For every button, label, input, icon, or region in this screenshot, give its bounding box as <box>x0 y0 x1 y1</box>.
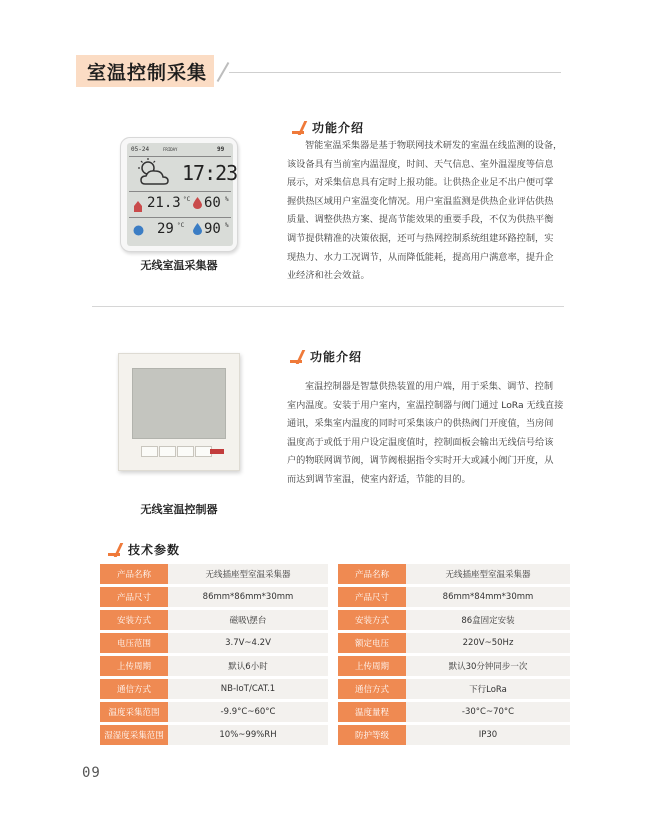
indoor-home-icon <box>133 199 143 213</box>
lcd-indoor-temperature: 21.3 <box>147 195 181 211</box>
table-row <box>338 610 570 631</box>
table-row <box>338 702 570 723</box>
lcd-outdoor-hum-unit: % <box>225 222 229 229</box>
outdoor-icon <box>133 225 144 236</box>
room-temperature-collector-image <box>120 137 238 252</box>
lcd-indoor-hum-unit: % <box>225 196 229 203</box>
spec-value: 磁吸\摆台 <box>168 610 328 631</box>
table-row <box>338 656 570 677</box>
spec-table-left <box>100 562 328 748</box>
table-row <box>338 587 570 608</box>
controller-caption: 无线室温控制器 <box>140 503 218 516</box>
section2-description <box>287 378 569 490</box>
sun-cloud-icon <box>135 158 175 188</box>
lcd-date: 05-24 <box>131 146 150 153</box>
page-number: 09 <box>82 765 101 781</box>
text-line: 调节提供精准的决策依据，还可与热网控制系统组建环路控制，实 <box>287 232 554 244</box>
title-slash-decoration <box>217 62 230 82</box>
heading-mark-icon <box>290 121 308 135</box>
text-line: 温度高于或低于用户设定温度值时，控制面板会输出无线信号给该 <box>287 436 554 448</box>
text-line: 户的物联网调节阀，调节阀根据指令实时开大或减小阀门开度，从 <box>287 455 554 467</box>
spec-key: 产品尺寸 <box>100 587 168 608</box>
spec-value: -9.9°C~60°C <box>168 702 328 723</box>
text-line: 通讯，采集室内温度的同时可采集该户的供热阀门开度值，当房间 <box>287 418 554 430</box>
text-line: 现热力、水力工况调节，从而降低能耗，提高用户满意率，提升企 <box>287 251 554 263</box>
spec-key: 上传周期 <box>100 656 168 677</box>
table-row <box>100 587 328 608</box>
table-row <box>100 679 328 700</box>
section3-heading-label: 技术参数 <box>128 543 181 557</box>
table-row <box>338 725 570 746</box>
spec-value: 下行LoRa <box>406 679 570 700</box>
text-line: 业经济和社会效益。 <box>287 270 370 282</box>
text-line: 质量、调整供热方案、提高节能效果的重要手段，不仅为供热平衡 <box>287 214 554 226</box>
spec-key: 防护等级 <box>338 725 406 746</box>
collector-lcd-screen <box>127 143 238 246</box>
spec-key: 安装方式 <box>338 610 406 631</box>
table-row <box>100 702 328 723</box>
spec-value: 86盒固定安装 <box>406 610 570 631</box>
heading-mark-icon <box>106 543 124 557</box>
spec-value: 无线插座型室温采集器 <box>406 564 570 585</box>
section2-heading-label: 功能介绍 <box>310 350 363 364</box>
spec-key: 通信方式 <box>100 679 168 700</box>
outdoor-humidity-icon <box>193 223 202 235</box>
humidity-drop-icon <box>193 197 202 209</box>
spec-value: 默认6小时 <box>168 656 328 677</box>
section1-heading <box>290 119 364 136</box>
lcd-outdoor-humidity: 90 <box>204 221 221 237</box>
text-line: 而达到调节室温，使室内舒适，节能的目的。 <box>287 473 471 485</box>
spec-key: 电压范围 <box>100 633 168 654</box>
lcd-outdoor-temperature: 29 <box>157 221 174 237</box>
text-line: 室内温度。安装于用户室内，室温控制器与阀门通过 LoRa 无线直接 <box>287 399 564 411</box>
spec-value: 无线插座型室温采集器 <box>168 564 328 585</box>
spec-key: 通信方式 <box>338 679 406 700</box>
lcd-indoor-temp-unit: °C <box>183 196 191 203</box>
lcd-divider <box>129 217 231 218</box>
lcd-clock: 17:23 <box>182 161 238 185</box>
spec-key: 温度采集范围 <box>100 702 168 723</box>
text-line: 握供热区域用户室温变化情况。用户室温监测是供热企业评估供热 <box>287 195 554 207</box>
text-line: 该设备具有当前室内温湿度，时间、天气信息、室外温湿度等信息 <box>287 158 554 170</box>
controller-button <box>159 446 176 457</box>
controller-lcd-screen <box>132 368 226 439</box>
spec-value: NB-IoT/CAT.1 <box>168 679 328 700</box>
lcd-divider <box>129 191 231 192</box>
table-row <box>100 610 328 631</box>
section1-heading-label: 功能介绍 <box>312 121 365 135</box>
table-row <box>100 656 328 677</box>
lcd-weekday: FRIDAY <box>163 147 178 152</box>
spec-key: 产品名称 <box>100 564 168 585</box>
controller-button <box>141 446 158 457</box>
spec-key: 上传周期 <box>338 656 406 677</box>
text-line: 室温控制器是智慧供热装置的用户端，用于采集、调节、控制 <box>305 381 554 392</box>
section1-description <box>287 137 567 286</box>
page-title: 室温控制采集 <box>87 62 208 84</box>
spec-value: 86mm*84mm*30mm <box>406 587 570 608</box>
spec-key: 额定电压 <box>338 633 406 654</box>
table-row <box>100 725 328 746</box>
controller-logo <box>210 449 224 454</box>
section-divider <box>92 306 564 307</box>
spec-key: 产品尺寸 <box>338 587 406 608</box>
collector-caption: 无线室温采集器 <box>140 259 218 272</box>
spec-value: IP30 <box>406 725 570 746</box>
section2-heading <box>288 348 362 365</box>
spec-value: 86mm*86mm*30mm <box>168 587 328 608</box>
controller-button <box>177 446 194 457</box>
spec-key: 温度量程 <box>338 702 406 723</box>
lcd-indoor-humidity: 60 <box>204 195 221 211</box>
table-row <box>100 564 328 585</box>
text-line: 展示，对采集信息具有定时上报功能。让供热企业足不出户便可掌 <box>287 177 554 189</box>
table-row <box>338 679 570 700</box>
lcd-outdoor-temp-unit: °C <box>177 222 185 229</box>
spec-key: 产品名称 <box>338 564 406 585</box>
lcd-divider <box>129 156 231 157</box>
text-line: 智能室温采集器是基于物联网技术研发的室温在线监测的设备， <box>305 140 563 151</box>
spec-value: -30°C~70°C <box>406 702 570 723</box>
spec-key: 安装方式 <box>100 610 168 631</box>
heading-mark-icon <box>288 350 306 364</box>
table-row <box>338 633 570 654</box>
section3-heading <box>106 541 180 558</box>
title-rule <box>229 72 561 73</box>
spec-value: 220V~50Hz <box>406 633 570 654</box>
table-row <box>100 633 328 654</box>
spec-value: 10%~99%RH <box>168 725 328 746</box>
spec-value: 默认30分钟同步一次 <box>406 656 570 677</box>
spec-value: 3.7V~4.2V <box>168 633 328 654</box>
spec-table-right <box>338 562 570 748</box>
spec-key: 湿湿度采集范围 <box>100 725 168 746</box>
room-temperature-controller-image <box>118 353 240 471</box>
lcd-signal: 99 <box>217 146 225 153</box>
table-row <box>338 564 570 585</box>
